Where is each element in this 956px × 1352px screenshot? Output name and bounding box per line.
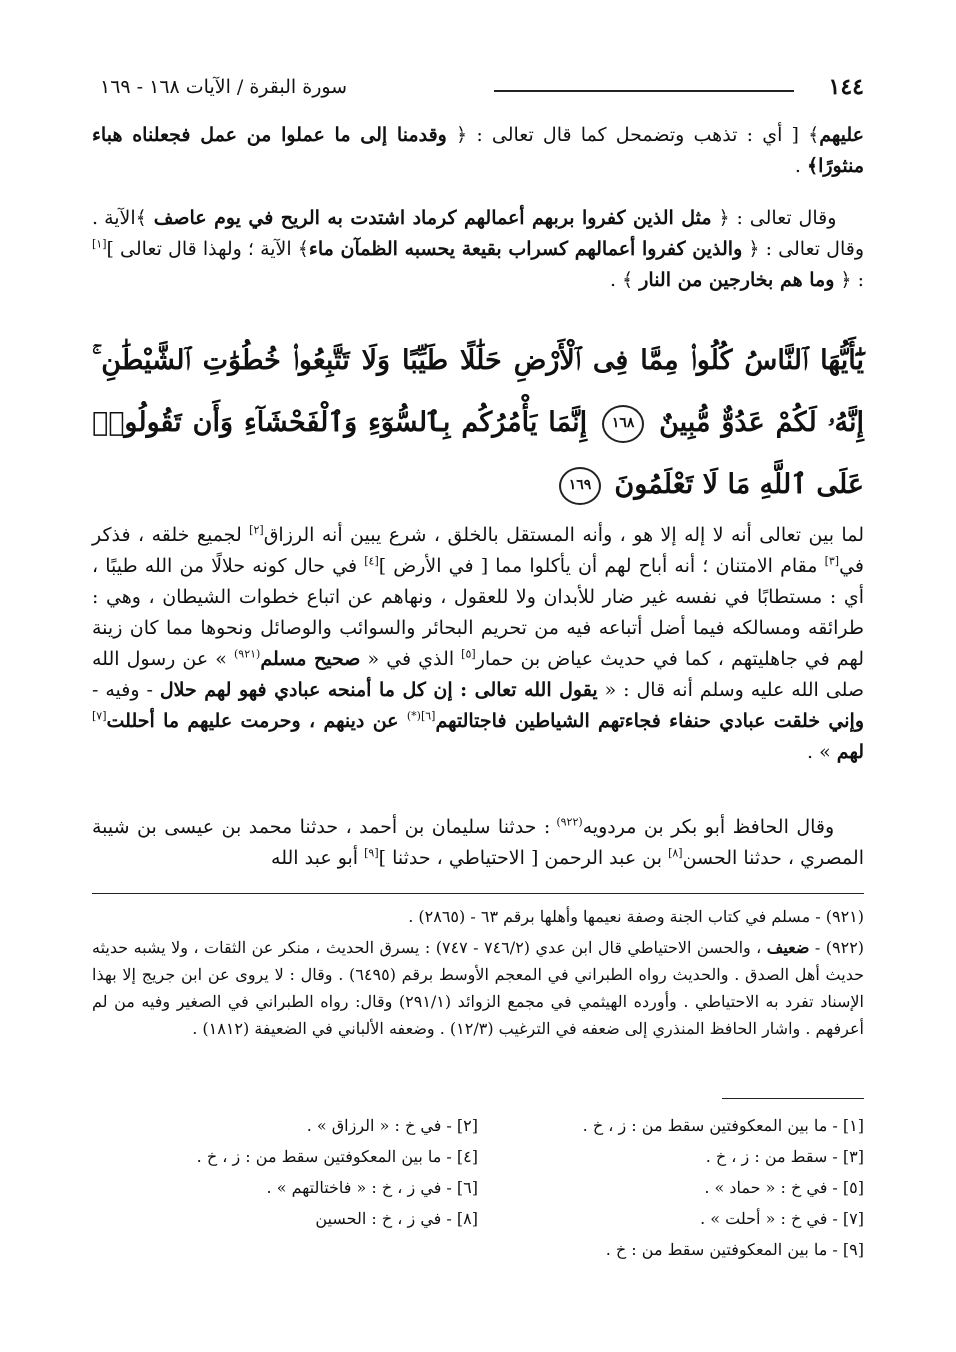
note-8: [٨] - في ز ، خ : الحسين xyxy=(315,1209,478,1228)
quran-quote: وما هم بخارجين من النار xyxy=(639,269,835,291)
footnote-921: (٩٢١) - مسلم في كتاب الجنة وصفة نعيمها وأهلها برقم ٦٣ - (٢٨٦٥) . xyxy=(408,907,864,926)
note-ref: [٨] xyxy=(668,846,683,860)
text-bold: عليهم xyxy=(819,124,864,146)
note-ref: [٦] xyxy=(420,709,436,723)
notes-row xyxy=(92,1234,864,1265)
text: ﴾ الآية ؛ ولهذا قال تعالى ] xyxy=(106,238,309,260)
paragraph-1 xyxy=(92,120,864,182)
paragraph-3 xyxy=(92,520,864,768)
text: في حال كونه حلالًا من الله طيبًا ، أي : مستطابًا في نفسه غير ضار للأبدان ولا للعقول ، ونهاهم عن اتباع خطوات الشيطان ، وهي : طرائقه ومسالكه فيما أضل أتباعه فيه من تحريم البحائر والسوائب والوصائل ونحوها مما كان زينة لهم في جاهليتهم ، كما في حديث عياض بن حمار xyxy=(92,555,864,670)
footnotes xyxy=(92,903,864,1046)
text: » . xyxy=(807,741,837,763)
star-ref: (*) xyxy=(406,709,421,723)
note-ref: [٥] xyxy=(461,647,476,661)
text: : حدثنا سليمان بن أحمد ، حدثنا محمد بن عيسى بن شيبة المصري ، حدثنا الحسن xyxy=(92,816,864,869)
note-empty xyxy=(92,1234,478,1265)
note-1: [١] - ما بين المعكوفتين سقط من : ز ، خ . xyxy=(582,1116,864,1135)
quran-quote: والذين كفروا أعمالهم كسراب بقيعة يحسبه الظمآن ماء xyxy=(308,238,743,260)
verse-text: إِنَّمَا يَأْمُرُكُم بِٱلسُّوٓءِ وَٱلْفَحْشَآءِ وَأَن تَقُولُوا۟ عَلَى ٱللَّهِ مَا لَا تَعْلَمُونَ xyxy=(92,407,864,500)
notes-rule xyxy=(722,1098,864,1099)
text: مقام الامتنان ؛ أنه أباح لهم أن يأكلوا مما [ في الأرض ] xyxy=(378,555,825,577)
paragraph-4 xyxy=(92,812,864,874)
text: الذي في « xyxy=(360,648,462,670)
quran-quote: مثل الذين كفروا بربهم أعمالهم كرماد اشتدت به الريح في يوم عاصف xyxy=(153,207,712,229)
text: ﴾ [ أي : تذهب وتضمحل كما قال تعالى : ﴿ xyxy=(456,124,820,146)
text: (٩٢٢) - xyxy=(809,938,865,957)
verse-text: يَٰٓأَيُّهَا ٱلنَّاسُ كُلُوا۟ مِمَّا فِى ٱلْأَرْضِ حَلَٰلًا طَيِّبًا وَلَا تَتَّبِعُوا۟ خُطُوَٰتِ ٱلشَّيْطَٰنِ ۚ إِنَّهُۥ لَكُمْ عَدُوٌّ مُّبِينٌ xyxy=(92,345,864,438)
notes-row xyxy=(92,1172,864,1203)
note-7: [٧] - في خ : « أحلت » . xyxy=(700,1209,864,1228)
text: وقال تعالى : ﴿ xyxy=(718,207,837,229)
footnote-ref: (٩٢١) xyxy=(233,647,261,661)
note-6: [٦] - في ز ، خ : « فاختالتهم » . xyxy=(266,1178,478,1197)
header-rule xyxy=(494,90,794,92)
footnote-922 xyxy=(92,934,864,1042)
quran-verse-block xyxy=(92,330,864,516)
footnote-rule xyxy=(92,893,864,894)
note-4: [٤] - ما بين المعكوفتين سقط من : ز ، خ . xyxy=(196,1147,478,1166)
text: لما بين تعالى أنه لا إله إلا هو ، وأنه المستقل بالخلق ، شرع يبين أنه الرزاق xyxy=(263,524,864,546)
text-bold: صحيح مسلم xyxy=(260,648,361,670)
note-9: [٩] - ما بين المعكوفتين سقط من : خ . xyxy=(605,1240,864,1259)
text: - وفيه - xyxy=(92,679,160,701)
text: ﴾الآية . وقال تعالى : ﴿ xyxy=(92,207,865,260)
notes-row xyxy=(92,1141,864,1172)
text: : ﴿ xyxy=(840,269,864,291)
hadith-text: يقول الله تعالى : إن كل ما أمنحه عبادي فهو لهم حلال xyxy=(159,679,598,701)
quran-quote: وقدمنا إلى ما عملوا من عمل فجعلناه هباء منثورًا﴾ xyxy=(92,124,864,177)
grade-label: ضعيف xyxy=(766,938,810,957)
note-5: [٥] - في خ : « حماد » . xyxy=(704,1178,864,1197)
manuscript-notes xyxy=(92,1110,864,1265)
note-ref: [٤] xyxy=(364,554,379,568)
ayah-number-marker: ١٦٩ xyxy=(559,467,601,505)
footnote-ref: (٩٢٢) xyxy=(556,815,583,829)
text: لجميع خلقه ، فذكر في xyxy=(92,524,864,577)
text: » عن رسول الله صلى الله عليه وسلم أنه قال : « xyxy=(92,648,865,701)
notes-row xyxy=(92,1110,864,1141)
note-ref: [٩] xyxy=(364,846,379,860)
note-ref: [٢] xyxy=(249,523,264,537)
note-2: [٢] - في خ : « الرزاق » . xyxy=(306,1116,478,1135)
hadith-text: لهم xyxy=(836,741,864,763)
surah-title: سورة البقرة / الآيات ١٦٨ - ١٦٩ xyxy=(100,76,348,98)
ayah-number-marker: ١٦٨ xyxy=(602,405,644,443)
text: بن عبد الرحمن [ الاحتياطي ، حدثنا ] xyxy=(378,847,669,869)
note-ref: [٣] xyxy=(824,554,840,568)
notes-row xyxy=(92,1203,864,1234)
text: وقال الحافظ أبو بكر بن مردويه xyxy=(582,816,835,838)
note-ref: [١] xyxy=(92,237,107,251)
paragraph-2 xyxy=(92,203,864,296)
hadith-text: عن دينهم ، وحرمت عليهم ما أحللت xyxy=(106,710,407,732)
hadith-text: وإني خلقت عبادي حنفاء فجاءتهم الشياطين فاجتالتهم xyxy=(435,710,864,732)
text: ، والحسن الاحتياطي قال ابن عدي (٧٤٦/٢ - ٧٤٧) : يسرق الحديث ، منكر عن الثقات ، ولا يشبه حديثه حديث أهل الصدق . والحديث رواه الطبراني في المعجم الأوسط برقم (٦٤٩٥) . وقال : لا يروى عن ابن جريج إلا بهذا الإسناد تفرد به الاحتياطي . وأورده الهيثمي في مجمع الزوائد (٢٩١/١) وقال: رواه الطبراني في الصغير وفيه من لم أعرفهم . واشار الحافظ المنذري إلى ضعفه في الترغيب (١٢/٣) . وضعفه الألباني في الضعيفة (١٨١٢) . xyxy=(92,938,865,1038)
note-3: [٣] - سقط من : ز ، خ . xyxy=(705,1147,864,1166)
note-ref: [٧] xyxy=(92,709,107,723)
text: . xyxy=(794,155,807,177)
text: ﴾ . xyxy=(609,269,634,291)
page-header xyxy=(92,70,864,110)
text: أبو عبد الله xyxy=(271,847,365,869)
page-number: ١٤٤ xyxy=(828,74,864,100)
